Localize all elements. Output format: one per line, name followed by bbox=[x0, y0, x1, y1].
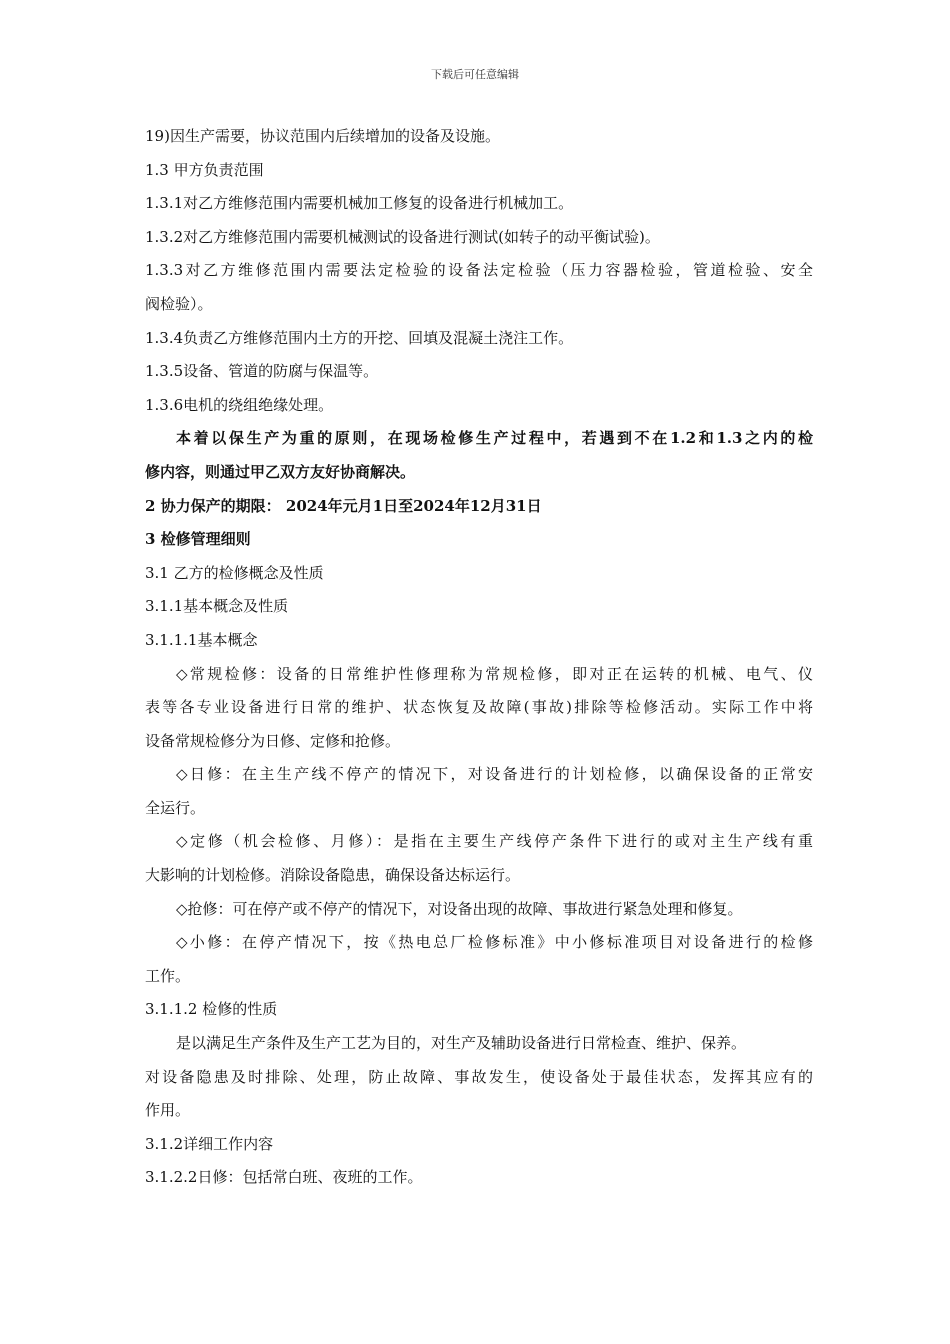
text-line: 19)因生产需要，协议范围内后续增加的设备及设施。 bbox=[145, 127, 500, 145]
section-heading: 3.1 乙方的检修概念及性质 bbox=[145, 563, 324, 582]
text-line: 对设备隐患及时排除、处理，防止故障、事故发生，使设备处于最佳状态，发挥其应有的 bbox=[145, 1067, 813, 1086]
text-line: 作用。 bbox=[145, 1101, 191, 1120]
text-line: 表等各专业设备进行日常的维护、状态恢复及故障(事故)排除等检修活动。实际工作中将 bbox=[145, 698, 813, 717]
text-line: 1.3.3对乙方维修范围内需要法定检验的设备法定检验（压力容器检验，管道检验、安全 bbox=[145, 261, 813, 280]
section-heading: 3.1.1.1基本概念 bbox=[145, 630, 258, 649]
text-line: 1.3.1对乙方维修范围内需要机械加工修复的设备进行机械加工。 bbox=[145, 194, 574, 213]
section-heading-period: 2 协力保产的期限： 2024年元月1日至2024年12月31日 bbox=[145, 496, 542, 515]
section-heading: 3.1.1.2 检修的性质 bbox=[145, 1000, 278, 1019]
text-line: 1.3.5设备、管道的防腐与保温等。 bbox=[145, 362, 379, 381]
text-line: ◇定修（机会检修、月修）：是指在主要生产线停产条件下进行的或对主生产线有重 bbox=[176, 832, 813, 851]
text-line: 全运行。 bbox=[145, 798, 206, 817]
page-header: 下载后可任意编辑 bbox=[431, 68, 519, 81]
text-line: 设备常规检修分为日修、定修和抢修。 bbox=[145, 731, 401, 750]
text-line: 阀检验）。 bbox=[145, 294, 213, 313]
text-line: 3.1.2.2日修：包括常白班、夜班的工作。 bbox=[145, 1168, 423, 1187]
section-heading: 1.3 甲方负责范围 bbox=[145, 160, 264, 179]
section-heading: 3 检修管理细则 bbox=[145, 530, 251, 549]
text-line: 1.3.4负责乙方维修范围内土方的开挖、回填及混凝土浇注工作。 bbox=[145, 328, 574, 347]
section-heading: 3.1.2详细工作内容 bbox=[145, 1134, 274, 1153]
bold-paragraph-line: 本着以保生产为重的原则，在现场检修生产过程中，若遇到不在1.2和1.3之内的检 bbox=[176, 429, 813, 448]
text-line: 是以满足生产条件及生产工艺为目的，对生产及辅助设备进行日常检查、维护、保养。 bbox=[176, 1034, 747, 1053]
text-line: 1.3.2对乙方维修范围内需要机械测试的设备进行测试(如转子的动平衡试验)。 bbox=[145, 227, 660, 246]
section-heading: 3.1.1基本概念及性质 bbox=[145, 597, 289, 616]
text-line: 工作。 bbox=[145, 966, 191, 985]
text-line: ◇日修：在主生产线不停产的情况下，对设备进行的计划检修，以确保设备的正常安 bbox=[176, 765, 813, 784]
text-line: ◇常规检修：设备的日常维护性修理称为常规检修，即对正在运转的机械、电气、仪 bbox=[176, 664, 813, 683]
bold-paragraph-line: 修内容，则通过甲乙双方友好协商解决。 bbox=[145, 462, 416, 481]
document-body bbox=[145, 120, 813, 1195]
text-line: 1.3.6电机的绕组绝缘处理。 bbox=[145, 395, 334, 414]
text-line: ◇小修：在停产情况下，按《热电总厂检修标准》中小修标准项目对设备进行的检修 bbox=[176, 933, 813, 952]
text-line: ◇抢修：可在停产或不停产的情况下，对设备出现的故障、事故进行紧急处理和修复。 bbox=[176, 899, 743, 918]
text-line: 大影响的计划检修。消除设备隐患，确保设备达标运行。 bbox=[145, 866, 521, 885]
